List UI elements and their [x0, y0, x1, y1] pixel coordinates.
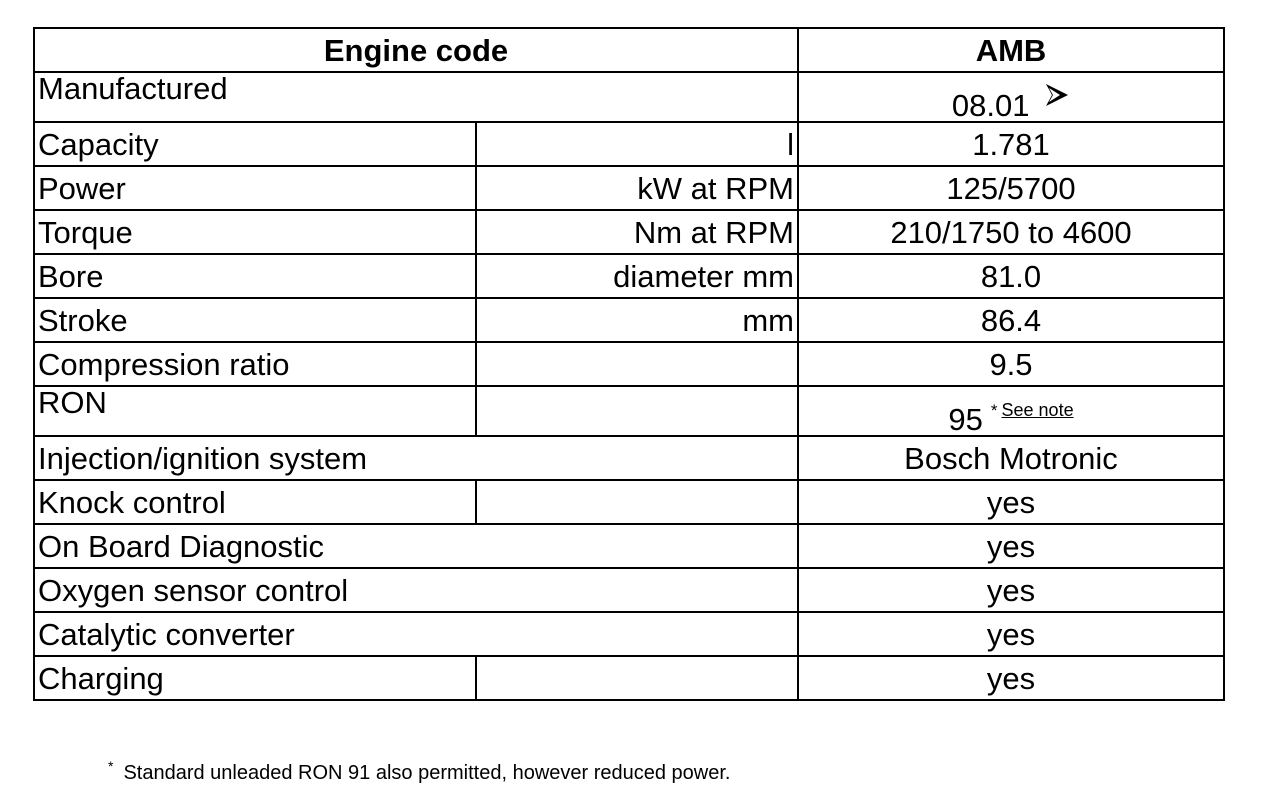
footnote-marker: *	[108, 758, 114, 774]
row-value: 08.01	[951, 88, 1030, 122]
table-row-power	[34, 166, 1224, 210]
table-row-on-board-diagnostic	[34, 524, 1224, 568]
row-label: Charging	[34, 656, 476, 700]
row-value: 81.0	[798, 254, 1224, 298]
table-row-manufactured	[34, 72, 1224, 122]
row-value: yes	[798, 524, 1224, 568]
table-row-capacity	[34, 122, 1224, 166]
row-value: 86.4	[798, 298, 1224, 342]
row-unit: diameter mm	[476, 254, 798, 298]
row-value: yes	[798, 612, 1224, 656]
row-unit	[476, 656, 798, 700]
row-value-cell	[798, 386, 1224, 436]
table-row-injection-system	[34, 436, 1224, 480]
table-row-oxygen-sensor	[34, 568, 1224, 612]
row-value: yes	[798, 656, 1224, 700]
row-label: Manufactured	[34, 72, 798, 122]
row-unit	[476, 342, 798, 386]
row-value: 125/5700	[798, 166, 1224, 210]
table-header-row	[34, 28, 1224, 72]
row-label: Torque	[34, 210, 476, 254]
table-row-charging	[34, 656, 1224, 700]
row-label: Capacity	[34, 122, 476, 166]
header-label: Engine code	[34, 28, 798, 72]
row-value: 9.5	[798, 342, 1224, 386]
row-unit: l	[476, 122, 798, 166]
footnote-text: Standard unleaded RON 91 also permitted, however reduced power.	[123, 762, 731, 784]
row-value: yes	[798, 568, 1224, 612]
table-row-bore	[34, 254, 1224, 298]
row-value: yes	[798, 480, 1224, 524]
row-label: Compression ratio	[34, 342, 476, 386]
engine-spec-table	[33, 27, 1225, 701]
row-unit	[476, 480, 798, 524]
row-value: 210/1750 to 4600	[798, 210, 1224, 254]
table-row-stroke	[34, 298, 1224, 342]
row-value: Bosch Motronic	[798, 436, 1224, 480]
table-row-ron	[34, 386, 1224, 436]
row-label: RON	[34, 386, 476, 436]
row-label: Oxygen sensor control	[34, 568, 798, 612]
note-marker: *	[990, 401, 998, 420]
row-unit	[476, 386, 798, 436]
row-label: On Board Diagnostic	[34, 524, 798, 568]
row-value: 95	[948, 402, 983, 436]
row-label: Injection/ignition system	[34, 436, 798, 480]
row-value: 1.781	[798, 122, 1224, 166]
row-label: Catalytic converter	[34, 612, 798, 656]
row-unit: kW at RPM	[476, 166, 798, 210]
row-label: Knock control	[34, 480, 476, 524]
row-label: Power	[34, 166, 476, 210]
row-unit: Nm at RPM	[476, 210, 798, 254]
row-unit: mm	[476, 298, 798, 342]
footnote	[108, 758, 730, 785]
right-arrow-icon	[1044, 82, 1070, 113]
header-value: AMB	[798, 28, 1224, 72]
see-note-link[interactable]: See note	[1001, 400, 1074, 420]
row-value-cell	[798, 72, 1224, 122]
table-row-compression-ratio	[34, 342, 1224, 386]
table-row-catalytic-converter	[34, 612, 1224, 656]
table-row-knock-control	[34, 480, 1224, 524]
row-label: Stroke	[34, 298, 476, 342]
row-label: Bore	[34, 254, 476, 298]
table-row-torque	[34, 210, 1224, 254]
